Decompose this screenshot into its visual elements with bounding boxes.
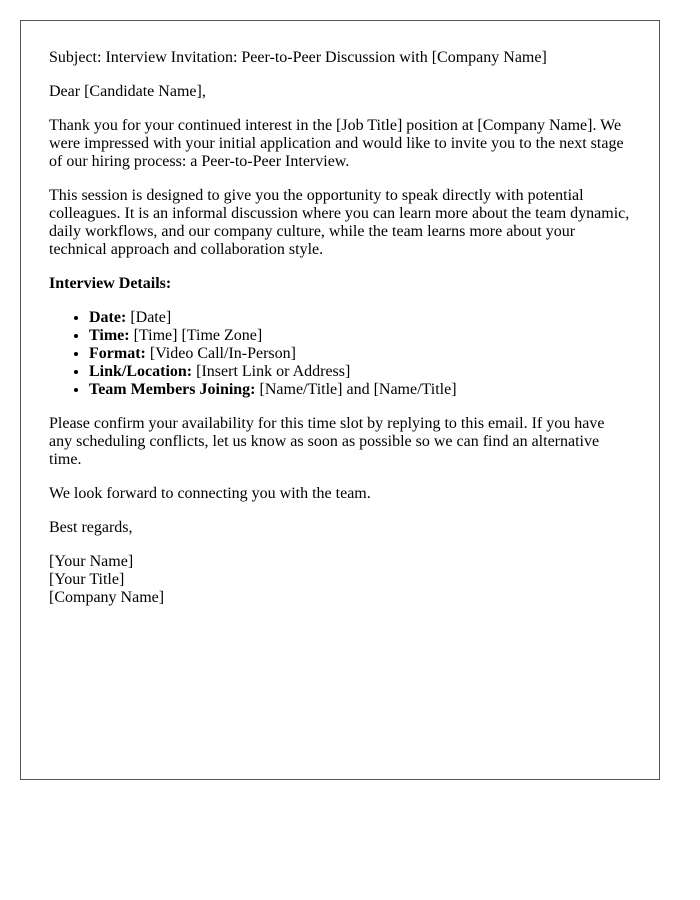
details-item-date [89, 309, 631, 327]
intro-paragraph: Thank you for your continued interest in the [Job Title] position at [Company Name]. We were impressed with your initial application and would like to invite you to the next stage of our hiring process: a Peer-to-Peer Interview. [49, 117, 624, 170]
details-item-team-members [89, 381, 631, 399]
details-value: [Time] [Time Zone] [129, 327, 263, 344]
details-label: Date: [89, 309, 127, 326]
signature-block [49, 553, 631, 607]
details-value: [Video Call/In-Person] [145, 345, 296, 362]
details-value: [Date] [126, 309, 172, 326]
details-label: Link/Location: [89, 363, 193, 380]
details-item-location [89, 363, 631, 381]
details-list [49, 309, 631, 399]
details-label: Time: [89, 327, 130, 344]
details-label: Team Members Joining: [89, 381, 256, 398]
details-item-time [89, 327, 631, 345]
details-value: [Name/Title] and [Name/Title] [255, 381, 457, 398]
letter-body [20, 20, 660, 780]
signoff: Best regards, [49, 519, 133, 536]
session-paragraph: This session is designed to give you the opportunity to speak directly with potential colleagues. It is an informal discussion where you can learn more about the team dynamic, daily workflows, and our company culture, while the team learns more about your technical approach and collaboration style. [49, 187, 630, 258]
details-heading: Interview Details: [49, 275, 172, 292]
details-label: Format: [89, 345, 146, 362]
signature-title: [Your Title] [49, 571, 125, 588]
subject-line: Subject: Interview Invitation: Peer-to-Peer Discussion with [Company Name] [49, 49, 547, 66]
greeting: Dear [Candidate Name], [49, 83, 206, 100]
details-item-format [89, 345, 631, 363]
confirm-paragraph: Please confirm your availability for this time slot by replying to this email. If you have any scheduling conflicts, let us know as soon as possible so we can find an alternative time. [49, 415, 605, 468]
closing-line: We look forward to connecting you with the team. [49, 485, 371, 502]
signature-company: [Company Name] [49, 589, 165, 606]
signature-name: [Your Name] [49, 553, 134, 570]
details-value: [Insert Link or Address] [192, 363, 351, 380]
